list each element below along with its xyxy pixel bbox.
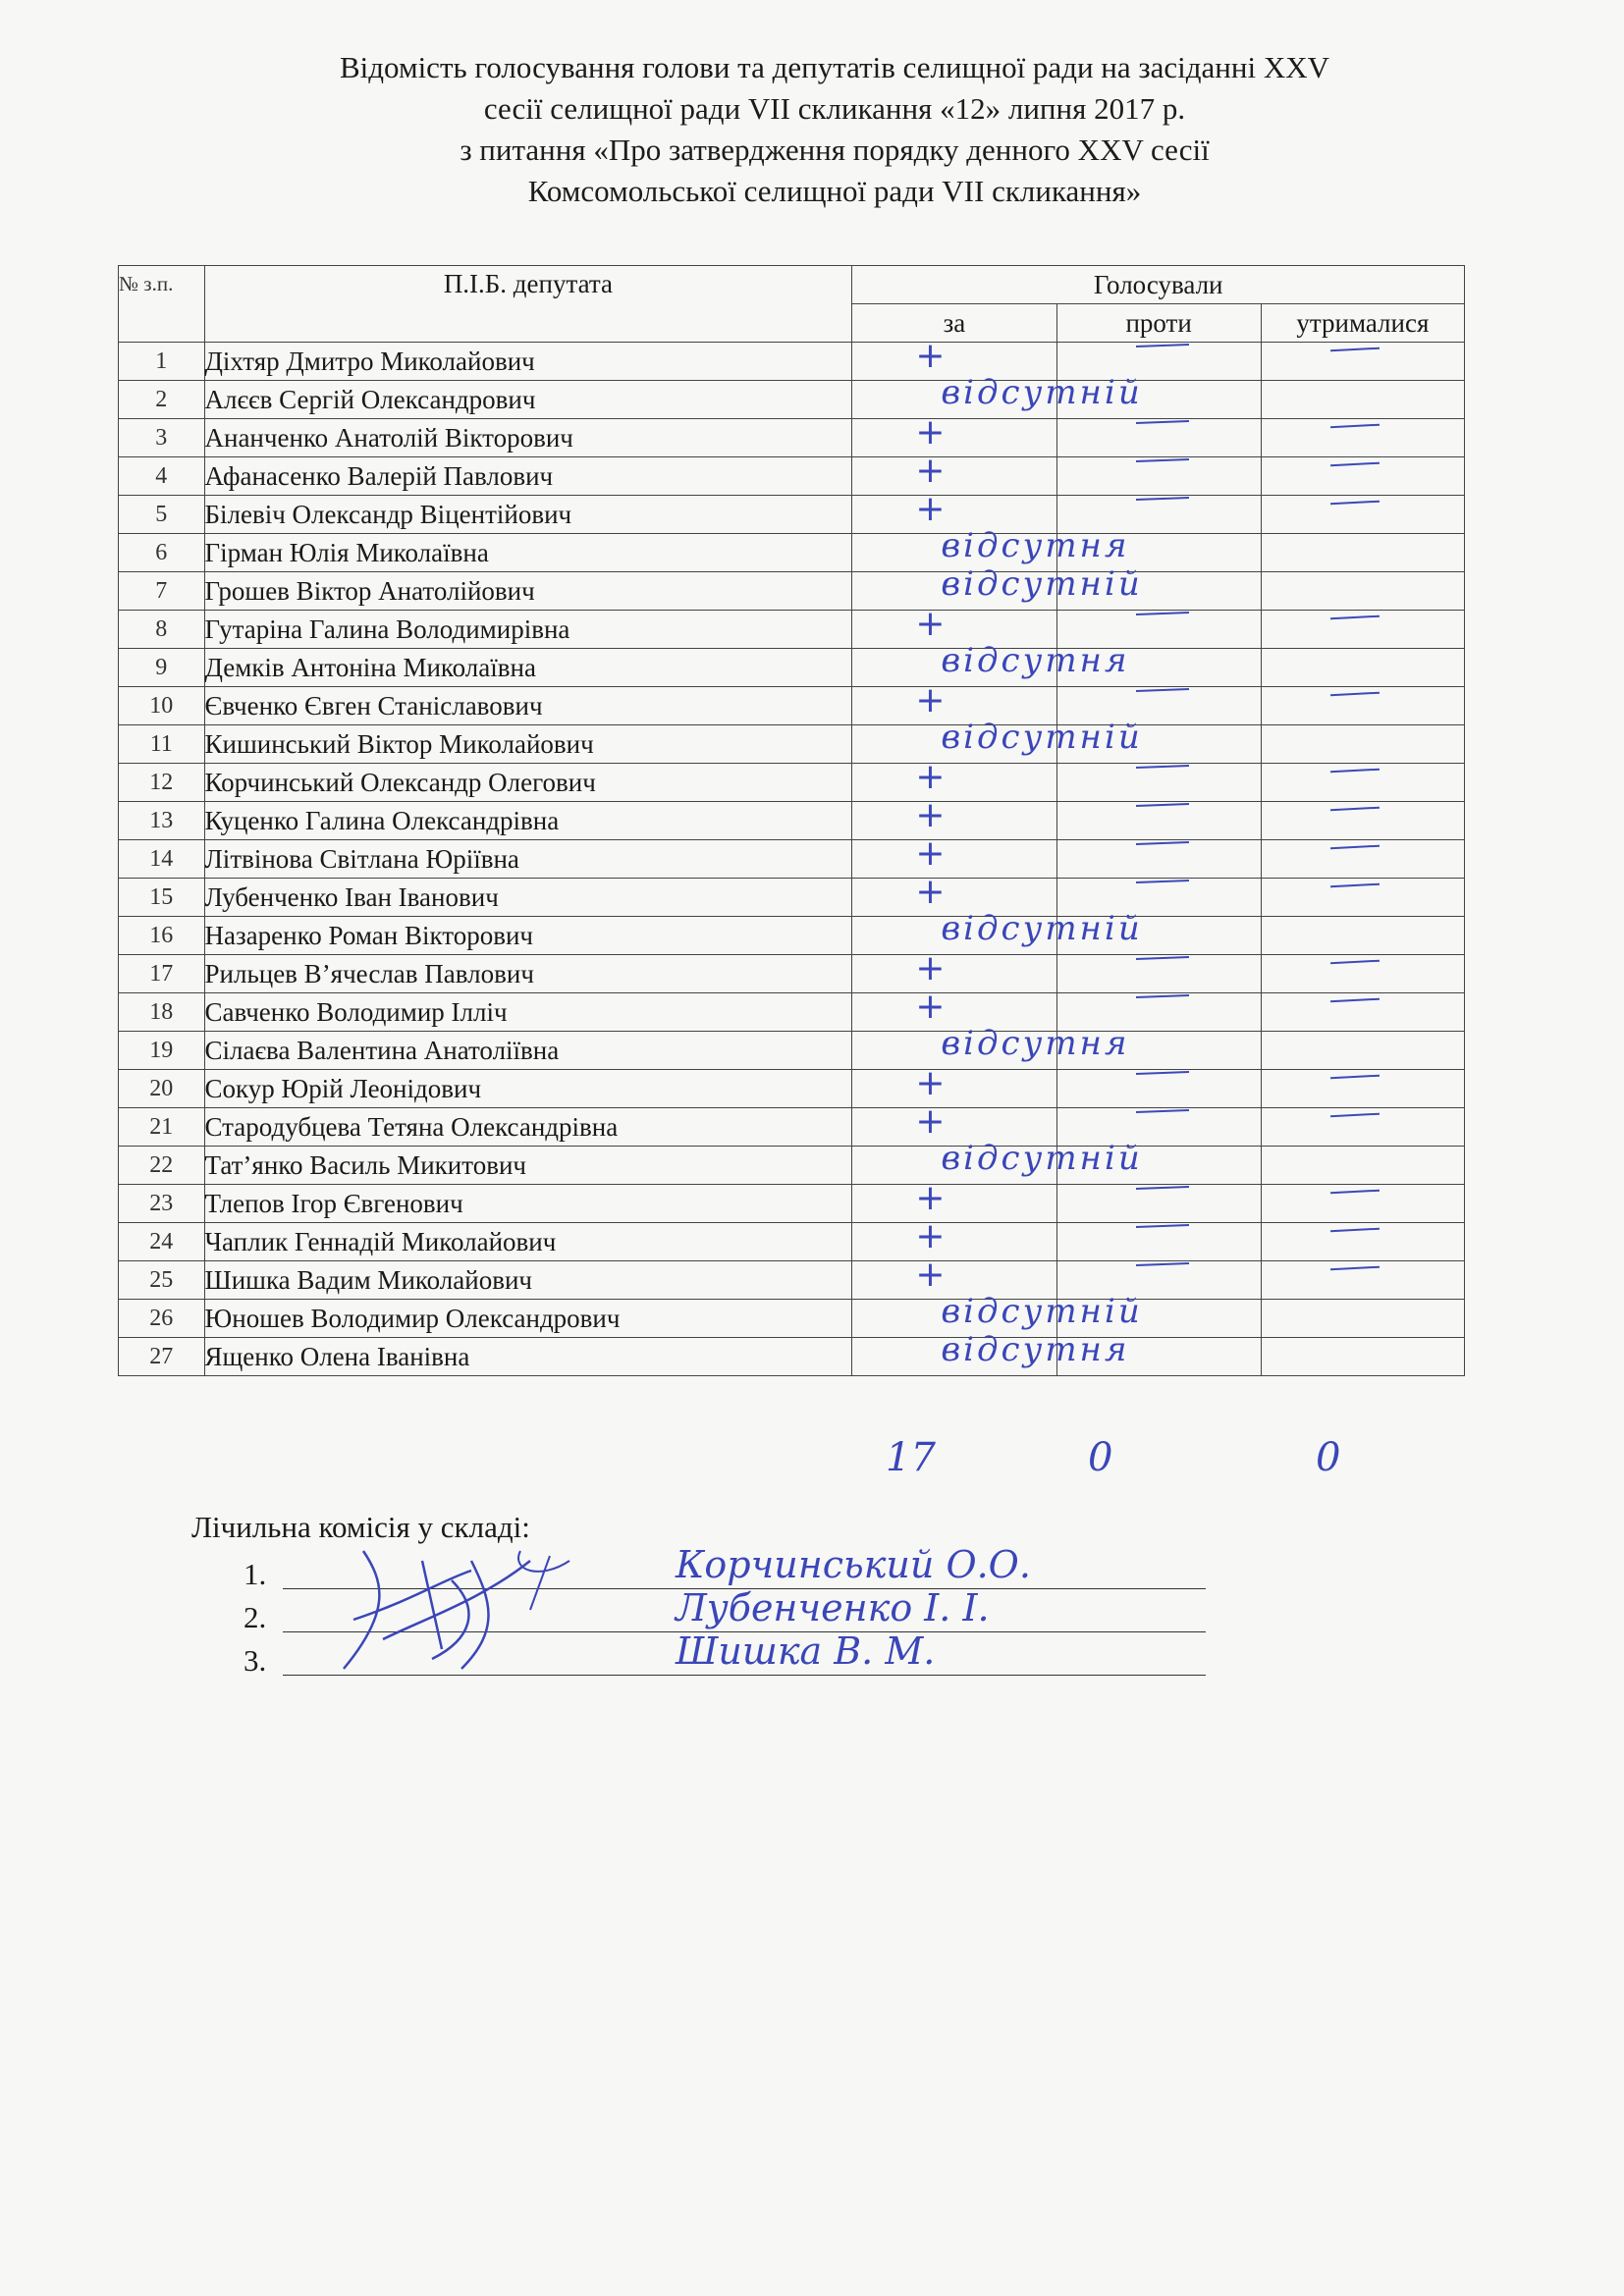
vote-abstain-cell [1261,1070,1464,1108]
vote-against-cell [1056,419,1261,457]
vote-for-cell [852,1063,1056,1108]
commission-member [244,1629,936,1686]
table-row [119,381,1465,419]
absent-note: відсутня [941,1024,1130,1063]
commission-list [244,1543,1031,1686]
vote-abstain-cell [1261,802,1464,840]
deputy-name: Білевіч Олександр Віцентійович [204,496,852,534]
vote-for-cell [852,948,1056,993]
total-against: 0 [1088,1435,1113,1480]
plus-mark: + [915,336,946,376]
col-for-header: за [852,304,1056,343]
vote-for-cell [852,795,1056,840]
plus-mark: + [915,604,946,644]
table-row [119,917,1465,955]
col-name-header: П.І.Б. депутата [204,266,852,343]
vote-for-cell [852,1330,1130,1376]
vote-for-cell [852,1139,1143,1185]
table-row [119,1261,1465,1300]
row-number: 26 [119,1300,205,1338]
vote-for-cell [852,1216,1056,1261]
total-for: 17 [886,1435,936,1480]
vote-abstain-cell [1261,1223,1464,1261]
row-number: 3 [119,419,205,457]
vote-for-cell [852,641,1130,687]
row-number: 18 [119,993,205,1032]
table-row [119,572,1465,611]
vote-against-cell [1056,955,1261,993]
table-row [119,496,1465,534]
dash-mark [1330,1266,1380,1271]
deputy-name: Шишка Вадим Миколайович [204,1261,852,1300]
row-number: 9 [119,649,205,687]
dash-mark [1136,612,1189,615]
vote-against-cell [1056,1185,1261,1223]
deputy-name: Сілаєва Валентина Анатоліївна [204,1032,852,1070]
vote-abstain-cell [1261,917,1464,955]
table-row [119,457,1465,496]
deputy-name: Чаплик Геннадій Миколайович [204,1223,852,1261]
plus-mark: + [915,987,946,1027]
absent-note: відсутня [941,1330,1130,1369]
plus-mark: + [915,1178,946,1218]
table-row [119,1185,1465,1223]
vote-abstain-cell [1261,649,1464,687]
plus-mark: + [915,1101,946,1142]
dash-mark [1136,688,1189,692]
deputy-name: Євченко Євген Станіславович [204,687,852,725]
row-number: 21 [119,1108,205,1147]
deputy-name: Афанасенко Валерій Павлович [204,457,852,496]
title-line-2: сесії селищної ради VII скликання «12» липня 2017 р. [483,91,1186,126]
signed-name: Корчинський О.О. [676,1543,1031,1586]
row-number: 14 [119,840,205,879]
dash-mark [1136,1109,1189,1113]
deputy-name: Кишинський Віктор Миколайович [204,725,852,764]
table-row [119,611,1465,649]
vote-abstain-cell [1261,1032,1464,1070]
vote-abstain-cell [1261,879,1464,917]
vote-abstain-cell [1261,611,1464,649]
plus-mark: + [915,833,946,874]
vote-for-cell [852,757,1056,802]
row-number: 2 [119,381,205,419]
row-number: 7 [119,572,205,611]
dash-mark [1136,841,1189,845]
plus-mark: + [915,1255,946,1295]
table-row [119,955,1465,993]
absent-note: відсутній [941,564,1143,604]
deputy-name: Юношев Володимир Олександрович [204,1300,852,1338]
dash-mark [1136,994,1189,998]
vote-abstain-cell [1261,419,1464,457]
vote-abstain-cell [1261,840,1464,879]
table-row [119,1338,1465,1376]
row-number: 17 [119,955,205,993]
dash-mark [1136,880,1189,883]
table-row [119,993,1465,1032]
row-number: 19 [119,1032,205,1070]
deputy-name: Куценко Галина Олександрівна [204,802,852,840]
signed-name: Шишка В. М. [676,1629,936,1673]
vote-abstain-cell [1261,1300,1464,1338]
table-row [119,687,1465,725]
row-number: 6 [119,534,205,572]
row-number: 23 [119,1185,205,1223]
deputy-name: Алєєв Сергій Олександрович [204,381,852,419]
vote-for-cell [852,718,1143,764]
vote-abstain-cell [1261,381,1464,419]
plus-mark: + [915,948,946,988]
vote-abstain-cell [1261,496,1464,534]
vote-against-cell [1056,1223,1261,1261]
vote-table [118,265,1465,1376]
deputy-name: Ященко Олена Іванівна [204,1338,852,1376]
deputy-name: Стародубцева Тетяна Олександрівна [204,1108,852,1147]
vote-abstain-cell [1261,534,1464,572]
table-row [119,1108,1465,1147]
dash-mark [1330,998,1380,1003]
plus-mark: + [915,680,946,721]
dash-mark [1136,1224,1189,1228]
vote-abstain-cell [1261,457,1464,496]
dash-mark [1136,956,1189,960]
vote-abstain-cell [1261,764,1464,802]
vote-abstain-cell [1261,1261,1464,1300]
table-row [119,802,1465,840]
table-row [119,1070,1465,1108]
deputy-name: Демків Антоніна Миколаївна [204,649,852,687]
table-row [119,343,1465,381]
title-line-4: Комсомольської селищної ради VII скликання» [527,174,1142,208]
row-number: 24 [119,1223,205,1261]
dash-mark [1136,803,1189,807]
vote-abstain-cell [1261,1338,1464,1376]
signed-name: Лубенченко І. І. [676,1586,990,1629]
vote-rows [119,336,1465,1376]
deputy-name: Літвінова Світлана Юріївна [204,840,852,879]
row-number: 16 [119,917,205,955]
absent-note: відсутній [941,1292,1143,1331]
row-number: 22 [119,1147,205,1185]
vote-abstain-cell [1261,725,1464,764]
table-row [119,1032,1465,1070]
vote-abstain-cell [1261,1147,1464,1185]
table-row [119,649,1465,687]
commission-label: Лічильна комісія у складі: [191,1510,530,1544]
dash-mark [1330,960,1380,965]
vote-for-cell [852,564,1143,611]
dash-mark [1136,1186,1189,1190]
dash-mark [1136,765,1189,769]
vote-for-cell [852,1024,1130,1070]
deputy-name: Діхтяр Дмитро Миколайович [204,343,852,381]
row-number: 15 [119,879,205,917]
dash-mark [1330,501,1380,506]
table-row [119,725,1465,764]
dash-mark [1136,1262,1189,1266]
row-number: 27 [119,1338,205,1376]
deputy-name: Гутаріна Галина Володимирівна [204,611,852,649]
dash-mark [1330,883,1380,888]
plus-mark: + [915,1216,946,1256]
plus-mark: + [915,757,946,797]
table-row [119,1300,1465,1338]
vote-for-cell [852,373,1143,419]
title-line-1: Відомість голосування голови та депутатів селищної ради на засіданні XXV [339,50,1330,84]
absent-note: відсутня [941,526,1130,565]
vote-abstain-cell [1261,1185,1464,1223]
table-row [119,1223,1465,1261]
commission-member [244,1543,1031,1600]
dash-mark [1330,769,1380,774]
vote-abstain-cell [1261,1108,1464,1147]
row-number: 8 [119,611,205,649]
deputy-name: Тлепов Ігор Євгенович [204,1185,852,1223]
deputy-name: Рильцев В’ячеслав Павлович [204,955,852,993]
vote-abstain-cell [1261,993,1464,1032]
vote-for-cell [852,833,1056,879]
deputy-name: Лубенченко Іван Іванович [204,879,852,917]
vote-for-cell [852,909,1143,955]
vote-against-cell [1056,840,1261,879]
deputy-name: Корчинський Олександр Олегович [204,764,852,802]
dash-mark [1330,347,1380,352]
table-row [119,1147,1465,1185]
dash-mark [1330,1075,1380,1080]
deputy-name: Назаренко Роман Вікторович [204,917,852,955]
row-number: 4 [119,457,205,496]
vote-for-cell [852,451,1056,496]
dash-mark [1330,1190,1380,1195]
col-number-header: № з.п. [119,266,205,343]
deputy-name: Тат’янко Василь Микитович [204,1147,852,1185]
col-abstain-header: утрималися [1261,304,1464,343]
dash-mark [1330,807,1380,812]
dash-mark [1136,458,1189,462]
deputy-name: Сокур Юрій Леонідович [204,1070,852,1108]
dash-mark [1136,1071,1189,1075]
vote-abstain-cell [1261,955,1464,993]
vote-abstain-cell [1261,572,1464,611]
table-row [119,419,1465,457]
row-number: 20 [119,1070,205,1108]
deputy-name: Ананченко Анатолій Вікторович [204,419,852,457]
deputy-name: Савченко Володимир Ілліч [204,993,852,1032]
dash-mark [1330,845,1380,850]
table-row [119,840,1465,879]
vote-against-cell [1056,764,1261,802]
row-number: 10 [119,687,205,725]
deputy-name: Грошев Віктор Анатолійович [204,572,852,611]
col-voted-header: Голосували [852,266,1465,304]
plus-mark: + [915,451,946,491]
dash-mark [1136,497,1189,501]
vote-for-cell [852,412,1056,457]
deputy-name: Гірман Юлія Миколаївна [204,534,852,572]
dash-mark [1136,420,1189,424]
absent-note: відсутній [941,1139,1143,1178]
vote-abstain-cell [1261,343,1464,381]
table-row [119,879,1465,917]
document-title [177,47,1492,212]
row-number: 13 [119,802,205,840]
plus-mark: + [915,489,946,529]
plus-mark: + [915,872,946,912]
absent-note: відсутній [941,718,1143,757]
dash-mark [1330,424,1380,429]
plus-mark: + [915,795,946,835]
row-number: 1 [119,343,205,381]
row-number: 25 [119,1261,205,1300]
row-number: 12 [119,764,205,802]
dash-mark [1330,1113,1380,1118]
commission-member [244,1586,990,1643]
total-abstain: 0 [1316,1435,1341,1480]
vote-for-cell [852,1178,1056,1223]
table-row [119,534,1465,572]
absent-note: відсутній [941,373,1143,412]
vote-against-cell [1056,802,1261,840]
dash-mark [1330,1228,1380,1233]
row-number: 5 [119,496,205,534]
vote-abstain-cell [1261,687,1464,725]
vote-against-cell [1056,1070,1261,1108]
title-line-3: з питання «Про затвердження порядку денного XXV сесії [460,133,1210,167]
commission-number: 1. [244,1557,267,1591]
table-row [119,764,1465,802]
commission-number: 3. [244,1643,267,1678]
col-against-header: проти [1056,304,1261,343]
absent-note: відсутній [941,909,1143,948]
handwritten-signatures [324,1541,619,1688]
dash-mark [1330,692,1380,697]
dash-mark [1330,615,1380,620]
row-number: 11 [119,725,205,764]
plus-mark: + [915,412,946,453]
plus-mark: + [915,1063,946,1103]
dash-mark [1136,344,1189,347]
vote-against-cell [1056,457,1261,496]
commission-number: 2. [244,1600,267,1634]
dash-mark [1330,462,1380,467]
absent-note: відсутня [941,641,1130,680]
